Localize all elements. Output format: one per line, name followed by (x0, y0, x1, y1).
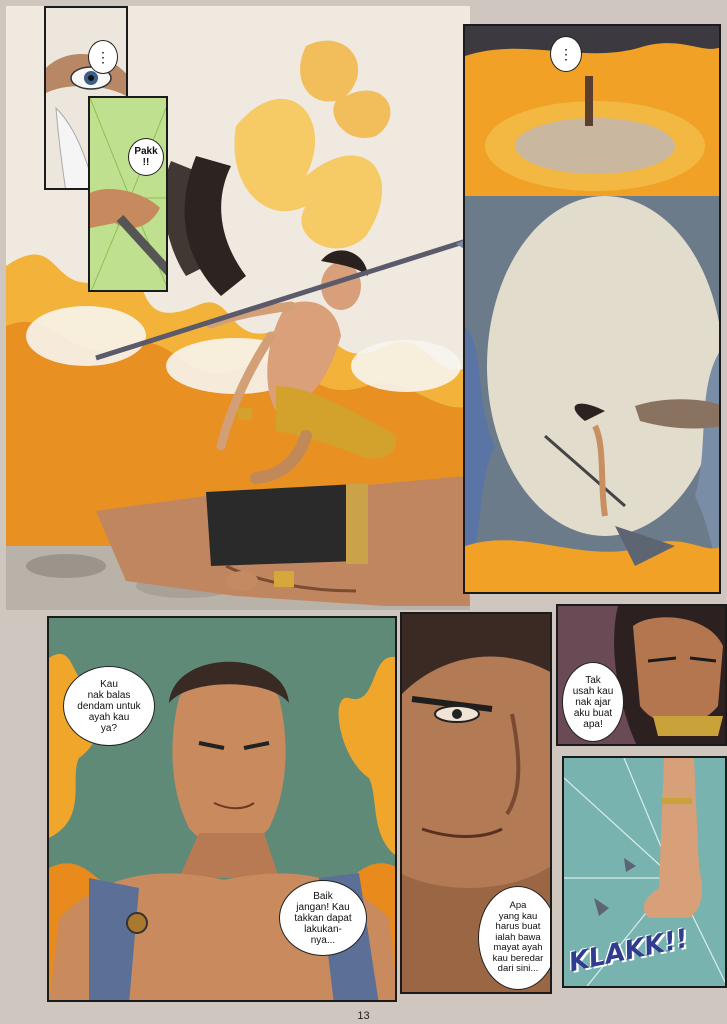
foot-stomp-panel (562, 756, 727, 988)
foot-stomp-sfx: KLAKK!! (566, 923, 691, 979)
hero-head (172, 668, 285, 847)
hand-grip-sfx: Pakk !! (128, 138, 164, 176)
hand-grip-panel (88, 96, 168, 292)
arena-wide-panel (463, 24, 721, 594)
arena-art (465, 26, 721, 594)
page-number: 13 (357, 1010, 370, 1022)
arena-wide-bubble: ⋮ (550, 36, 582, 72)
woman-face-panel (556, 604, 727, 746)
splash-panel (6, 6, 470, 610)
woman-face-bubble: Tak usah kau nak ajar aku buat apa! (562, 662, 624, 742)
face-closeup-panel (400, 612, 552, 994)
eye-closeup-bubble: ⋮ (88, 40, 118, 74)
hero-face-panel (47, 616, 397, 1002)
face-closeup-bubble: Apa yang kau harus buat ialah bawa mayat ayah kau beredar dari sini... (478, 886, 552, 990)
hero-face-bubble-bottom: Baik jangan! Kau takkan dapat lakukan- nya... (279, 880, 367, 956)
hero-face-bubble-top: Kau nak balas dendam untuk ayah kau ya? (63, 666, 155, 746)
